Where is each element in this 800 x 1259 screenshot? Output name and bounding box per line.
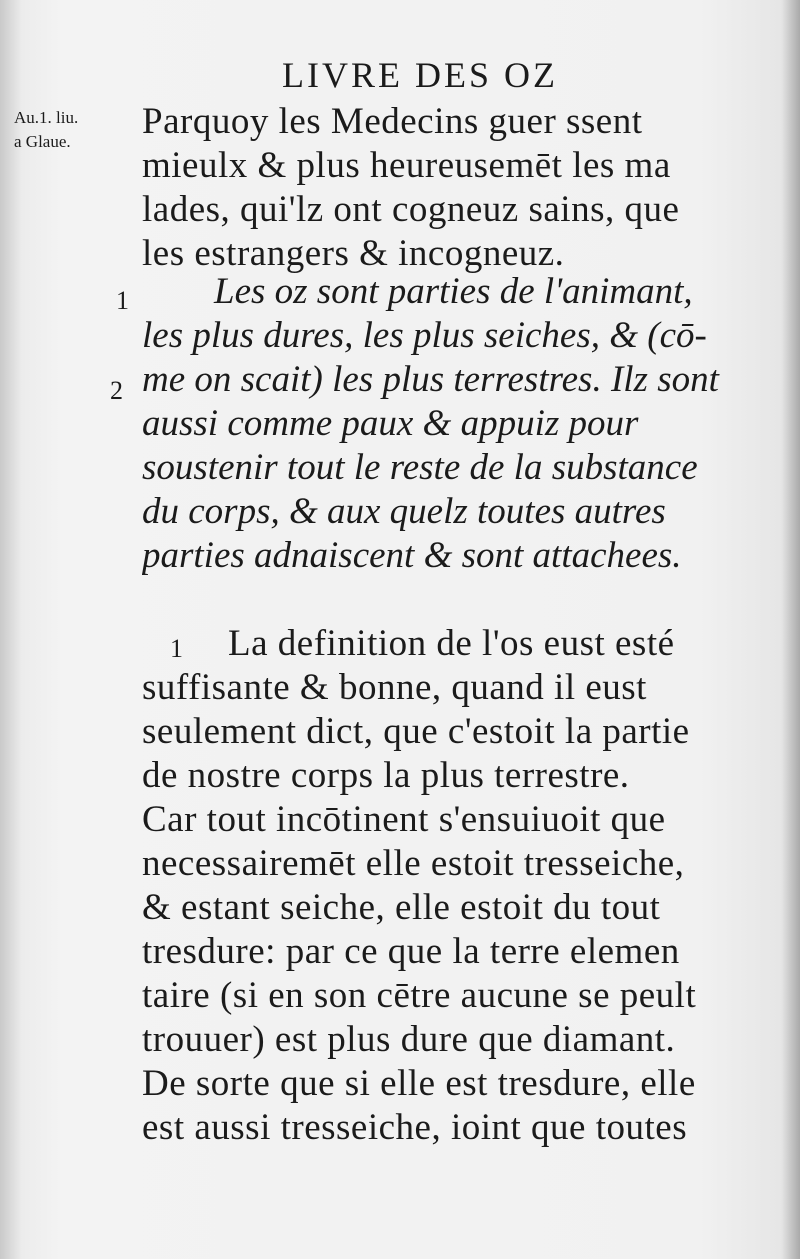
text-line: tresdure: par ce que la terre elemen <box>142 931 680 972</box>
text-line: & estant seiche, elle estoit du tout <box>142 887 661 928</box>
text-line: Parquoy les Medecins guer ssent <box>142 101 643 142</box>
text-line: La definition de l'os eust esté <box>228 623 675 664</box>
text-line: les estrangers & incogneuz. <box>142 233 565 274</box>
page-edge-shadow <box>782 0 800 1259</box>
text-line: aussi comme paux & appuiz pour <box>142 403 639 444</box>
text-line: lades, qui'lz ont cogneuz sains, que <box>142 189 680 230</box>
body-text-roman-2 <box>142 622 722 1150</box>
text-line: seulement dict, que c'estoit la partie <box>142 711 690 752</box>
text-line: trouuer) est plus dure que diamant. <box>142 1019 676 1060</box>
text-line: taire (si en son cētre aucune se peult <box>142 975 697 1016</box>
text-line: De sorte que si elle est tresdure, elle <box>142 1063 696 1104</box>
text-line: mieulx & plus heureusemēt les ma <box>142 145 671 186</box>
text-line: de nostre corps la plus terrestre. <box>142 755 630 796</box>
text-line: les plus dures, les plus seiches, & (cō- <box>142 315 707 356</box>
margin-number-2: 2 <box>110 376 123 405</box>
margin-number-3: 1 <box>170 634 183 663</box>
text-line: suffisante & bonne, quand il eust <box>142 667 647 708</box>
running-head <box>0 54 800 96</box>
text-line: soustenir tout le reste de la substance <box>142 447 698 488</box>
running-head-text: LIVRE DES OZ <box>282 55 558 95</box>
margin-note <box>14 106 78 154</box>
margin-note-line-1: Au.1. liu. <box>14 108 79 127</box>
body-text-italic <box>142 270 722 578</box>
text-line: necessairemēt elle estoit tresseiche, <box>142 843 685 884</box>
text-line: parties adnaiscent & sont attachees. <box>142 535 682 576</box>
margin-number-1: 1 <box>116 286 129 315</box>
text-line: est aussi tresseiche, ioint que toutes <box>142 1107 688 1148</box>
text-line: Car tout incōtinent s'ensuiuoit que <box>142 799 666 840</box>
body-text-roman-1 <box>142 100 722 276</box>
margin-note-line-2: a Glaue. <box>14 132 71 151</box>
text-line: me on scait) les plus terrestres. Ilz sont <box>142 359 719 400</box>
text-line: du corps, & aux quelz toutes autres <box>142 491 666 532</box>
text-line: Les oz sont parties de l'animant, <box>214 271 693 312</box>
